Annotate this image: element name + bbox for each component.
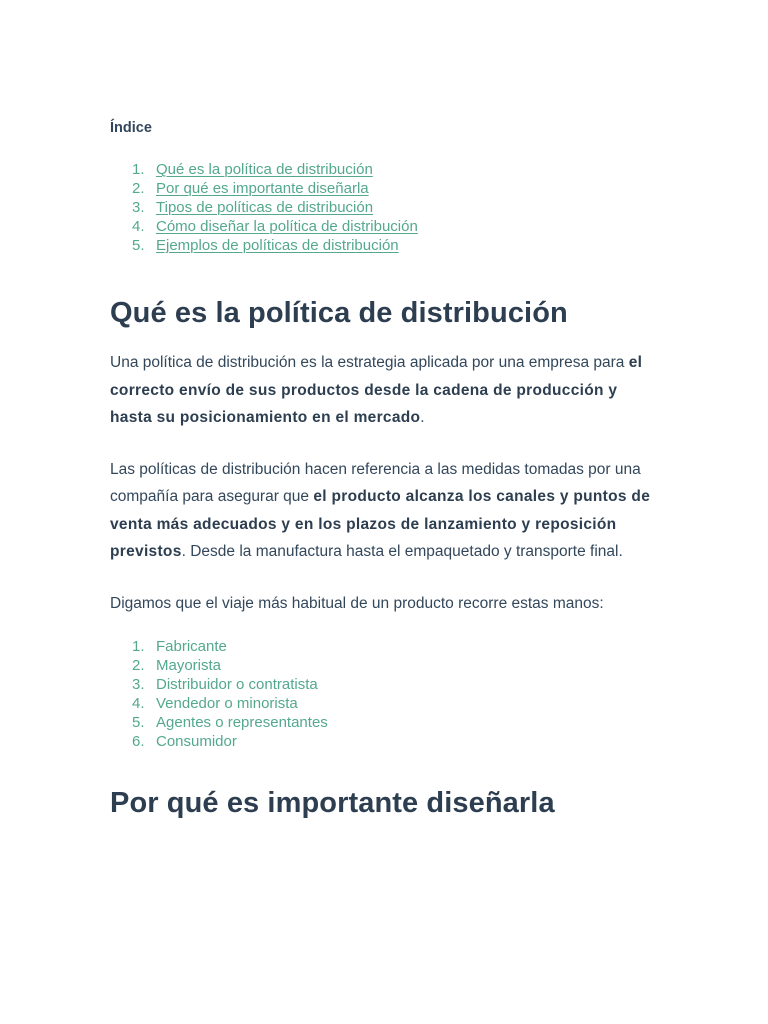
section-title-que-es: Qué es la política de distribución bbox=[110, 297, 568, 329]
list-item-number: 1. bbox=[132, 638, 145, 655]
document-page bbox=[110, 118, 655, 821]
list-item-label: Agentes o representantes bbox=[156, 714, 328, 731]
toc-item bbox=[110, 198, 655, 217]
list-item-label: Distribuidor o contratista bbox=[156, 676, 318, 693]
list-item bbox=[110, 694, 655, 713]
list-item-number: 5. bbox=[132, 714, 145, 731]
toc-item bbox=[110, 160, 655, 179]
list-item-number: 4. bbox=[132, 695, 145, 712]
paragraph-text: . Desde la manufactura hasta el empaquetado y transporte final. bbox=[181, 543, 623, 560]
list-item-label: Fabricante bbox=[156, 638, 227, 655]
list-item bbox=[110, 656, 655, 675]
paragraph-definition bbox=[110, 349, 655, 432]
toc-list bbox=[110, 160, 655, 255]
paragraph-journey: Digamos que el viaje más habitual de un producto recorre estas manos: bbox=[110, 594, 604, 612]
toc-item-number: 1. bbox=[132, 161, 145, 178]
toc-item bbox=[110, 236, 655, 255]
toc-item-number: 4. bbox=[132, 218, 145, 235]
toc-link-ejemplos[interactable]: Ejemplos de políticas de distribución bbox=[156, 237, 399, 254]
toc-item bbox=[110, 217, 655, 236]
toc-link-tipos[interactable]: Tipos de políticas de distribución bbox=[156, 199, 374, 216]
toc-item-number: 2. bbox=[132, 180, 145, 197]
hands-list bbox=[110, 637, 655, 751]
list-item-number: 2. bbox=[132, 657, 145, 674]
toc-item-number: 5. bbox=[132, 237, 145, 254]
paragraph-text: Una política de distribución es la estrategia aplicada por una empresa para bbox=[110, 354, 629, 371]
list-item-label: Mayorista bbox=[156, 657, 222, 674]
list-item-label: Consumidor bbox=[156, 733, 237, 750]
toc-item-number: 3. bbox=[132, 199, 145, 216]
toc-link-por-que[interactable]: Por qué es importante diseñarla bbox=[156, 180, 369, 197]
list-item bbox=[110, 675, 655, 694]
list-item-number: 6. bbox=[132, 733, 145, 750]
toc-item bbox=[110, 179, 655, 198]
list-item-number: 3. bbox=[132, 676, 145, 693]
list-item bbox=[110, 637, 655, 656]
paragraph-measures bbox=[110, 456, 655, 566]
paragraph-bold-text: el correcto envío de sus productos desde la cadena de producción y hasta su posicionamiento en el mercado bbox=[110, 354, 643, 426]
paragraph-text: Las políticas de distribución hacen referencia a las medidas tomadas por una compañía para asegurar que bbox=[110, 460, 641, 505]
toc-link-que-es[interactable]: Qué es la política de distribución bbox=[156, 161, 373, 178]
list-item-label: Vendedor o minorista bbox=[156, 695, 298, 712]
section-title-por-que: Por qué es importante diseñarla bbox=[110, 787, 555, 819]
list-item bbox=[110, 732, 655, 751]
toc-link-como-disenar[interactable]: Cómo diseñar la política de distribución bbox=[156, 218, 418, 235]
toc-heading: Índice bbox=[110, 120, 152, 136]
paragraph-bold-text: el producto alcanza los canales y puntos de venta más adecuados y en los plazos de lanzamiento y reposición previstos bbox=[110, 488, 651, 560]
list-item bbox=[110, 713, 655, 732]
paragraph-text: . bbox=[420, 409, 425, 426]
